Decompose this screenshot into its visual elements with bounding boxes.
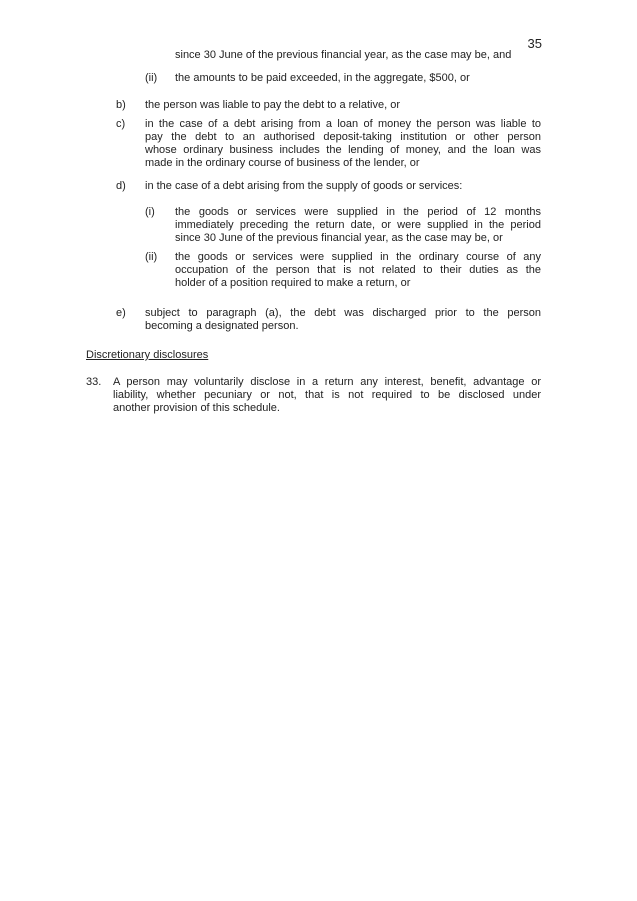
item-d-i-line: immediately preceding the return date, or were supplied in the period: [175, 219, 541, 231]
item-ii-top-line: the amounts to be paid exceeded, in the aggregate, $500, or: [175, 72, 470, 84]
page-number: 35: [527, 36, 542, 51]
item-d-ii-paragraph: [175, 251, 541, 290]
item-b-line: the person was liable to pay the debt to a relative, or: [145, 99, 400, 111]
item-d-ii-line: the goods or services were supplied in the ordinary course of any: [175, 251, 541, 263]
item-e-line: becoming a designated person.: [145, 320, 299, 332]
item-d-marker: d): [116, 180, 126, 192]
item-c-line: in the case of a debt arising from a loan of money the person was liable to: [145, 118, 541, 130]
continuation-line: since 30 June of the previous financial year, as the case may be, and: [175, 49, 512, 61]
item-d-ii-marker: (ii): [145, 251, 158, 263]
item-b-text: [145, 99, 541, 112]
item-d-ii-line: holder of a position required to make a return, or: [175, 277, 411, 289]
item-d-ii-line: occupation of the person that is not related to their duties as the: [175, 264, 541, 276]
item-d-i-paragraph: [175, 206, 541, 245]
continuation-paragraph: [175, 49, 541, 62]
item-ii-top-text: [175, 72, 541, 85]
item-d-i-line: since 30 June of the previous financial year, as the case may be, or: [175, 232, 503, 244]
clause-33-line: another provision of this schedule.: [113, 402, 280, 414]
item-c-line: made in the ordinary course of business of the lender, or: [145, 157, 420, 169]
item-d-line: in the case of a debt arising from the supply of goods or services:: [145, 180, 463, 192]
clause-33-line: A person may voluntarily disclose in a return any interest, benefit, advantage or: [113, 376, 541, 388]
item-e-line: subject to paragraph (a), the debt was discharged prior to the person: [145, 307, 541, 319]
item-e-paragraph: [145, 307, 541, 333]
section-heading: Discretionary disclosures: [86, 349, 209, 361]
item-d-i-line: the goods or services were supplied in the period of 12 months: [175, 206, 541, 218]
item-c-line: whose ordinary business includes the lending of money, and the loan was: [145, 144, 541, 156]
item-ii-top-marker: (ii): [145, 72, 158, 84]
clause-33-marker: 33.: [86, 376, 102, 388]
item-d-i-marker: (i): [145, 206, 155, 218]
clause-33-line: liability, whether pecuniary or not, that is not required to be disclosed under: [113, 389, 541, 401]
item-c-paragraph: [145, 118, 541, 170]
item-c-line: pay the debt to an authorised deposit-taking institution or other person: [145, 131, 541, 143]
item-c-marker: c): [116, 118, 126, 130]
item-e-marker: e): [116, 307, 126, 319]
clause-33-paragraph: [113, 376, 541, 415]
item-d-text: [145, 180, 541, 193]
item-b-marker: b): [116, 99, 126, 111]
